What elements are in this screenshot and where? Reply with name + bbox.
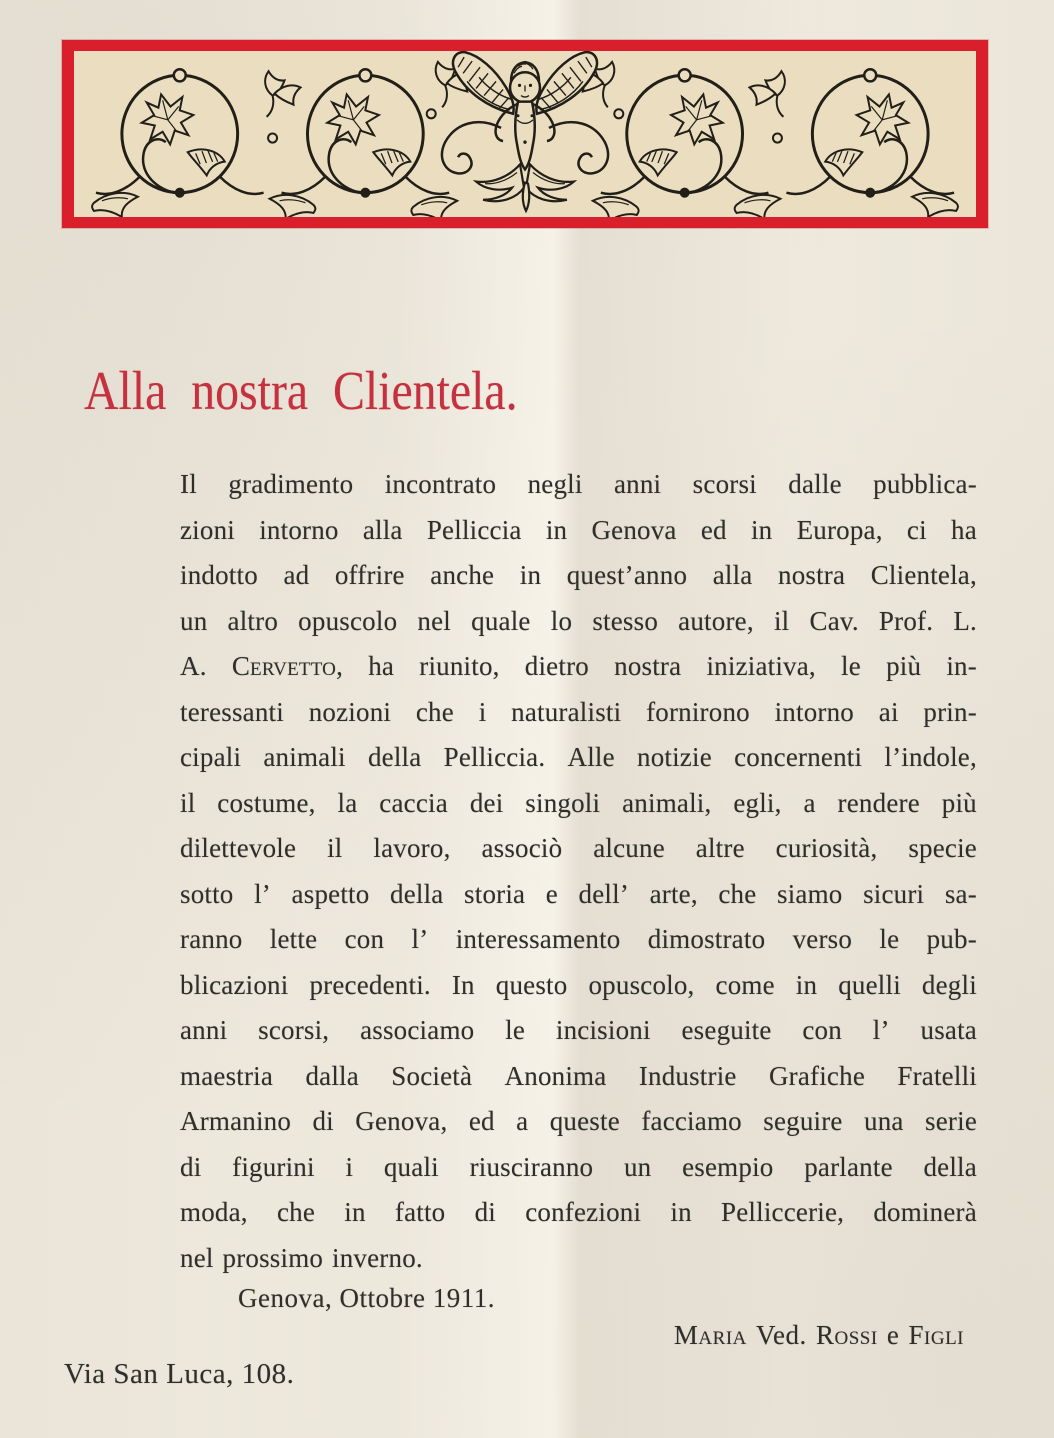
body-line: anni scorsi, associamo le incisioni eseguite con l’ usata [180,1015,977,1045]
body-line: ranno lette con l’ interessamento dimostrato verso le pub- [180,924,977,954]
body-line: Il gradimento incontrato negli anni scorsi dalle pubblica- [180,469,977,499]
body-line: cipali animali della Pelliccia. Alle notizie concernenti l’indole, [180,742,977,772]
body-line: sotto l’ aspetto della storia e dell’ arte, che siamo sicuri sa- [180,878,977,909]
body-line: zioni intorno alla Pelliccia in Genova ed in Europa, ci ha [180,514,977,545]
body-line: indotto ad offrire anche in quest’anno alla nostra Clientela, [180,560,977,590]
signature: Maria Ved. Rossi e Figli [673,1320,964,1350]
cherub-icon [442,52,608,211]
body-line: Armanino di Genova, ed a queste facciamo seguire una serie [180,1106,977,1136]
body-line: teressanti nozioni che i naturalisti fornirono intorno ai prin- [180,696,977,727]
body-line: maestria dalla Società Anonima Industrie Grafiche Fratelli [180,1060,977,1091]
dateline: Genova, Ottobre 1911. [238,1283,495,1313]
body-line: dilettevole il lavoro, associò alcune altre curiosità, specie [180,833,977,863]
body-text [180,469,977,1288]
ornament-band-inner [74,51,976,217]
address: Via San Luca, 108. [64,1358,295,1390]
body-line: A. Cervetto, ha riunito, dietro nostra iniziativa, le più in- [180,651,977,681]
body-line: moda, che in fatto di confezioni in Pelliccerie, dominerà [180,1197,977,1227]
body-line: il costume, la caccia dei singoli animali, egli, a rendere più [180,787,977,818]
body-line: nel prossimo inverno. [180,1242,423,1273]
ornament-engraving-svg [74,51,976,217]
body-line: un altro opuscolo nel quale lo stesso autore, il Cav. Prof. L. [180,605,977,636]
page-title: Alla nostra Clientela. [84,361,518,422]
ornament-band [62,40,988,228]
body-line: di figurini i quali riusciranno un esempio parlante della [180,1151,977,1182]
body-line: blicazioni precedenti. In questo opuscolo, come in quelli degli [180,969,977,1000]
